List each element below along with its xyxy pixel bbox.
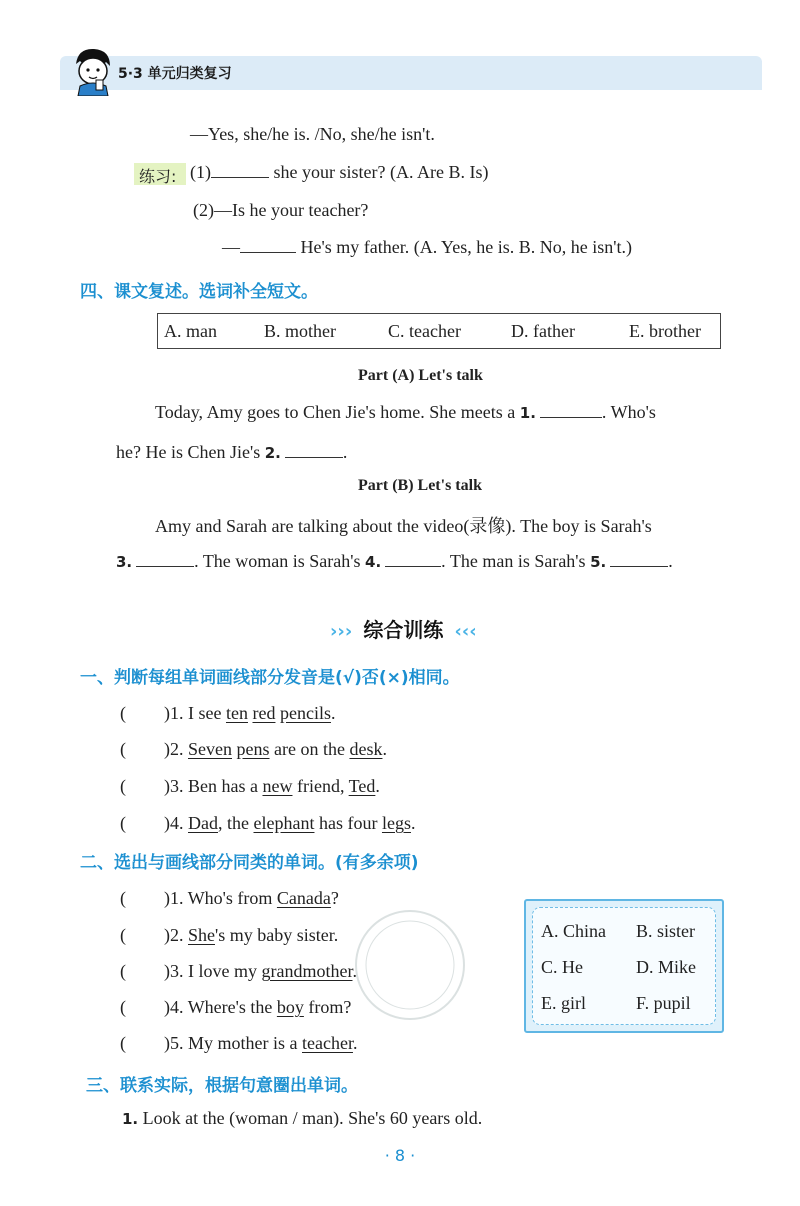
part-a-line-2: he? He is Chen Jie's 2. . (116, 442, 348, 462)
practice-item-1: (1) she your sister? (A. Are B. Is) (190, 162, 489, 182)
part-a-line-1: Today, Amy goes to Chen Jie's home. She meets a 1. . Who's (155, 402, 656, 422)
q2-item-4: ( )4. Where's the boy from? (120, 997, 352, 1017)
q2-item-5: ( )5. My mother is a teacher. (120, 1033, 358, 1053)
answer-pattern-line: —Yes, she/he is. /No, she/he isn't. (190, 124, 435, 144)
watermark-stamp (350, 905, 470, 1025)
option-d: D. father (511, 321, 575, 341)
q1-item-2: ( )2. Seven pens are on the desk. (120, 739, 387, 759)
part-b-line-1: Amy and Sarah are talking about the video(录像). The boy is Sarah's (155, 516, 652, 536)
chevron-right-icon: ››› (330, 621, 353, 642)
word-options-box (157, 313, 721, 349)
q1-item-4: ( )4. Dad, the elephant has four legs. (120, 813, 416, 833)
q1-heading: 一、判断每组单词画线部分发音是(√)否(×)相同。 (80, 668, 460, 688)
q2-option-b: B. sister (636, 921, 696, 941)
practice-label: 练习: (139, 167, 177, 186)
practice-item-2: (2)—Is he your teacher? (193, 200, 369, 220)
q2-option-d: D. Mike (636, 957, 696, 977)
q1-item-3: ( )3. Ben has a new friend, Ted. (120, 776, 380, 796)
q2-item-1: ( )1. Who's from Canada? (120, 888, 339, 908)
part-a-title: Part (A) Let's talk (358, 367, 483, 384)
part-b-line-2: 3. . The woman is Sarah's 4. . The man is Sarah's 5. . (116, 551, 673, 571)
header-title: 5·3 单元归类复习 (118, 66, 232, 82)
q2-item-2: ( )2. She's my baby sister. (120, 925, 339, 945)
option-c: C. teacher (388, 321, 461, 341)
q2-option-a: A. China (541, 921, 606, 941)
page-number: · 8 · (384, 1146, 416, 1165)
option-b: B. mother (264, 321, 336, 341)
training-title-row (330, 614, 477, 643)
q2-option-f: F. pupil (636, 993, 691, 1013)
section4-heading: 四、课文复述。选词补全短文。 (80, 282, 318, 302)
chevron-left-icon: ‹‹‹ (454, 621, 477, 642)
q2-option-c: C. He (541, 957, 583, 977)
q2-item-3: ( )3. I love my grandmother. (120, 961, 357, 981)
q1-item-1: ( )1. I see ten red pencils. (120, 703, 336, 723)
part-b-title: Part (B) Let's talk (358, 477, 482, 494)
q3-item-1: 1. Look at the (woman / man). She's 60 years old. (122, 1108, 483, 1128)
q2-heading: 二、选出与画线部分同类的单词。(有多余项) (80, 853, 419, 873)
practice-item-3: — He's my father. (A. Yes, he is. B. No, he isn't.) (222, 237, 632, 257)
training-title: 综合训练 (363, 618, 444, 642)
option-a: A. man (164, 321, 217, 341)
q3-heading: 三、联系实际，根据句意圈出单词。 (86, 1076, 358, 1096)
option-e: E. brother (629, 321, 701, 341)
q2-options-box (524, 899, 724, 1033)
q2-option-e: E. girl (541, 993, 586, 1013)
student-mascot-icon (68, 44, 116, 96)
